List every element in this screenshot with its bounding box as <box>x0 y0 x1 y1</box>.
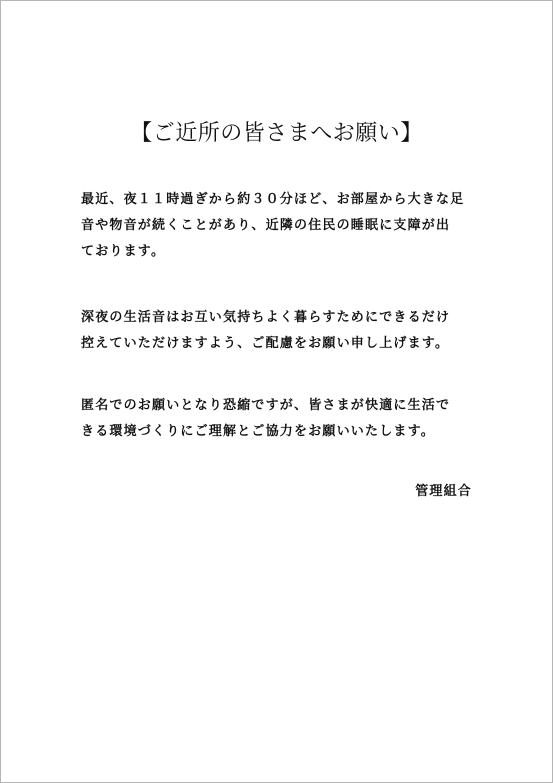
paragraph-2-line-1: 深夜の生活音はお互い気持ちよく暮らすためにできるだけ <box>81 310 451 325</box>
notice-paragraph-3 <box>81 393 481 445</box>
paragraph-3-line-1: 匿名でのお願いとなり恐縮ですが、皆さまが快適に生活で <box>81 398 451 413</box>
paragraph-1-line-3: ております。 <box>81 244 166 259</box>
notice-paragraph-2 <box>81 305 481 357</box>
paragraph-1-line-2: 音や物音が続くことがあり、近隣の住民の睡眠に支障が出 <box>81 218 451 233</box>
paragraph-1-line-1: 最近、夜１１時過ぎから約３０分ほど、お部屋から大きな足 <box>81 192 465 207</box>
notice-title: 【ご近所の皆さまへお願い】 <box>130 121 423 146</box>
paragraph-2-line-2: 控えていただけますよう、ご配慮をお願い申し上げます。 <box>81 336 450 351</box>
paragraph-3-line-2: きる環境づくりにご理解とご協力をお願いいたします。 <box>81 424 435 439</box>
notice-signature: 管理組合 <box>415 484 472 499</box>
notice-paragraph-1 <box>81 187 481 265</box>
